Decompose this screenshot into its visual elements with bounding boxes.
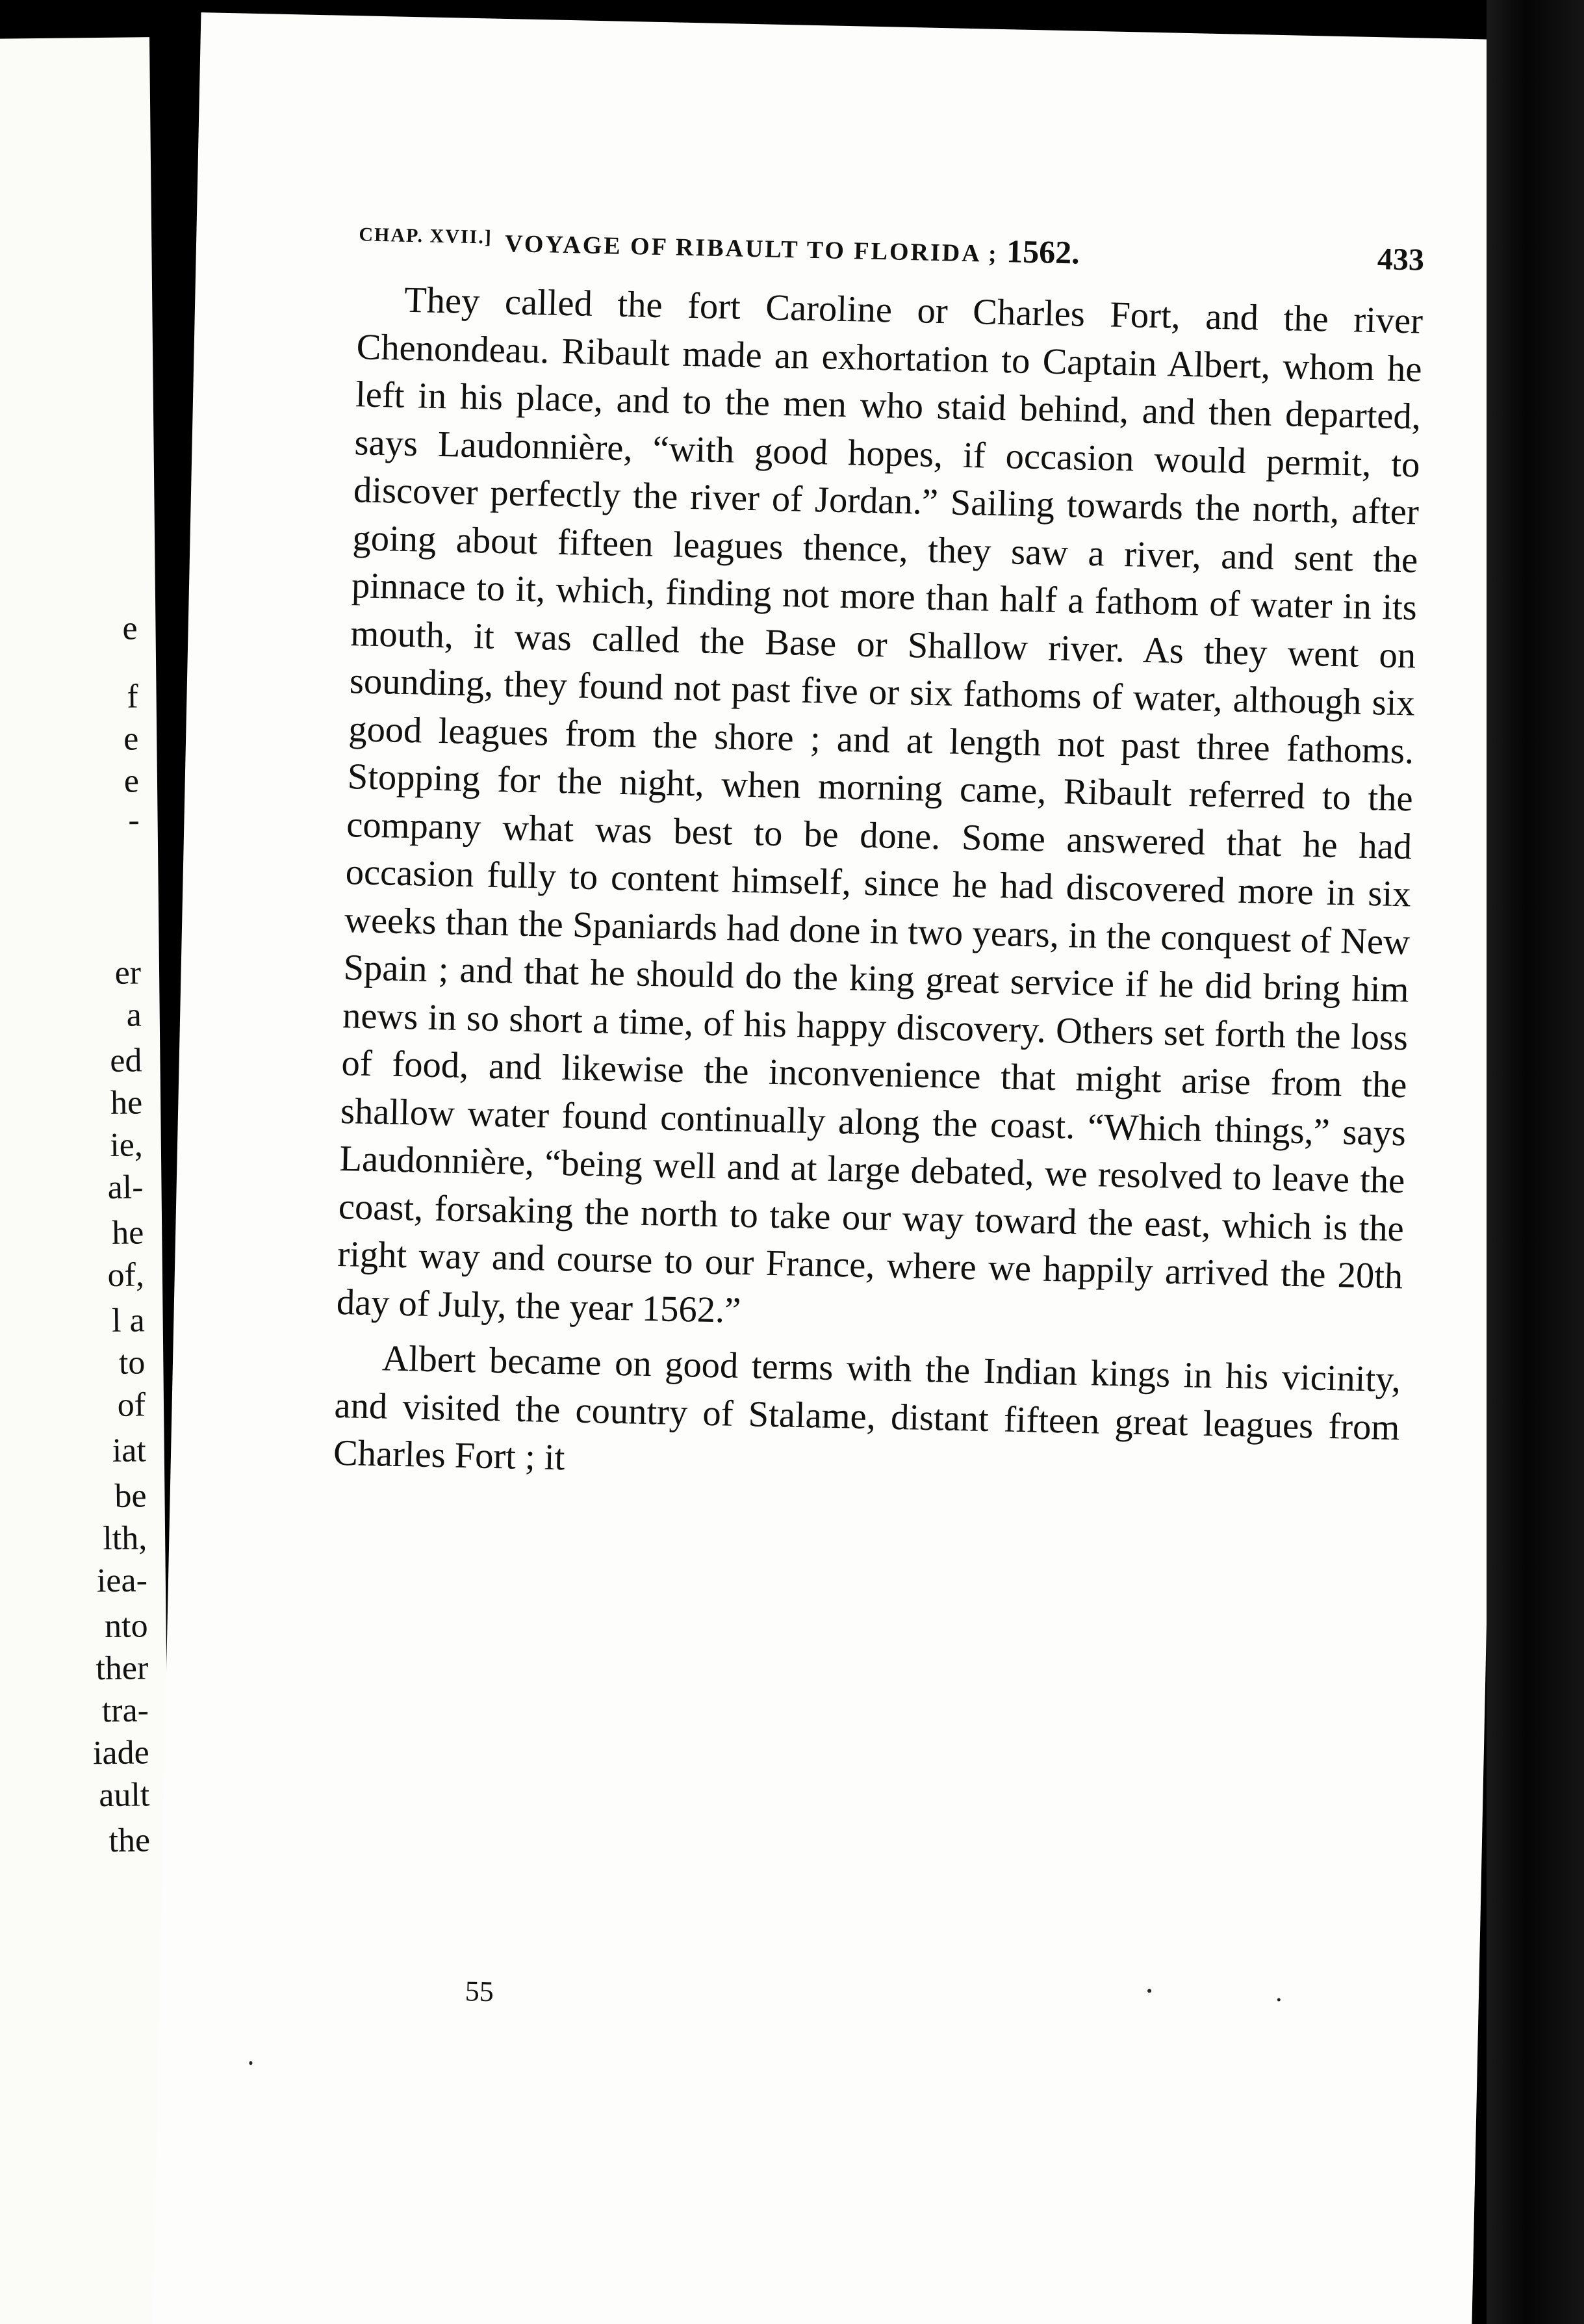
left-page-fragments xyxy=(0,37,151,1859)
running-title-year: 1562. xyxy=(1006,233,1080,271)
left-page-fragment: f xyxy=(126,678,138,716)
left-page-fragment: ie, xyxy=(110,1126,144,1164)
left-page-fragment: iade xyxy=(92,1734,149,1772)
left-page-fragment: he xyxy=(110,1084,143,1122)
page-number: 433 xyxy=(1377,242,1425,278)
left-page-fragment: ther xyxy=(96,1649,149,1688)
paper-speck xyxy=(1277,1998,1281,2001)
left-page-fragment: he xyxy=(111,1214,144,1252)
left-facing-page xyxy=(0,37,173,2324)
left-page-fragment: al- xyxy=(107,1168,144,1206)
left-page-fragment: er xyxy=(114,954,142,992)
left-page-fragment: e xyxy=(122,610,138,647)
left-page-fragment: iea- xyxy=(96,1562,148,1600)
chapter-label: CHAP. XVII.] xyxy=(359,224,493,248)
left-page-fragment: e xyxy=(123,720,139,758)
left-page-fragment: ed xyxy=(110,1042,142,1079)
left-page-fragment: the xyxy=(109,1822,151,1859)
paragraph: They called the fort Caroline or Charles Fort, and the river Chenondeau. Ribault made an exhortation to Captain Albert, whom he left in his place, and to the men who staid behind, and then departed, says Laudonnière, “with good hopes, if occasion would permit, to discover perfectly the river of Jordan.” Sailing towards the north, after going about fifteen leagues thence, they saw a river, and sent the pinnace to it, which, finding not more than half a fathom of water in its mouth, it was called the Base or Shallow river. As they went on sounding, they found not past five or six fathoms of water, although six good leagues from the shore ; and at length not past three fathoms. Stopping for the night, when morning came, Ribault referred to the company what was best to be done. Some answered that he had occasion fully to content himself, since he had discovered more in six weeks than the Spaniards had done in two years, in the conquest of New Spain ; and that he should do the king great service if he did bring him news in so short a time, of his happy discovery. Others set forth the loss of food, and likewise the inconvenience that might arise from the shallow water found continually along the coast. “Which things,” says Laudonnière, “being well and at large debated, we resolved to leave the coast, forsaking the north to take our way toward the east, which is the right way and course to our France, where we happily arrived the 20th day of July, the year 1562.” xyxy=(336,279,1424,1331)
paragraph: Albert became on good terms with the Indian kings in his vicinity, and visited the country of Stalame, distant fifteen great leagues from Charles Fort ; it xyxy=(333,1338,1401,1478)
left-page-fragment: iat xyxy=(112,1432,147,1469)
book-spine-shadow xyxy=(1487,0,1584,2324)
left-page-fragment: of xyxy=(117,1386,146,1424)
left-page-fragment: lth, xyxy=(102,1519,147,1558)
left-page-fragment: tra- xyxy=(101,1692,149,1730)
paper-speck xyxy=(249,2061,252,2065)
book-page-433 xyxy=(153,12,1520,2324)
left-page-fragment: - xyxy=(127,801,140,839)
signature-mark: 55 xyxy=(465,1975,494,2008)
left-page-fragment: l a xyxy=(111,1302,145,1339)
body-text xyxy=(333,276,1423,1499)
left-page-fragment: of, xyxy=(107,1256,145,1294)
left-page-fragment: ault xyxy=(99,1776,150,1814)
running-header xyxy=(358,211,1424,285)
running-title-text: VOYAGE OF RIBAULT TO FLORIDA ; xyxy=(504,230,999,268)
left-page-fragment: e xyxy=(123,762,140,800)
left-page-fragment: be xyxy=(114,1477,147,1515)
running-title xyxy=(505,222,1080,272)
left-page-fragment: a xyxy=(126,996,142,1034)
left-page-fragment: to xyxy=(118,1344,146,1382)
left-page-fragment: nto xyxy=(104,1607,148,1646)
paper-speck xyxy=(1147,1989,1151,1993)
